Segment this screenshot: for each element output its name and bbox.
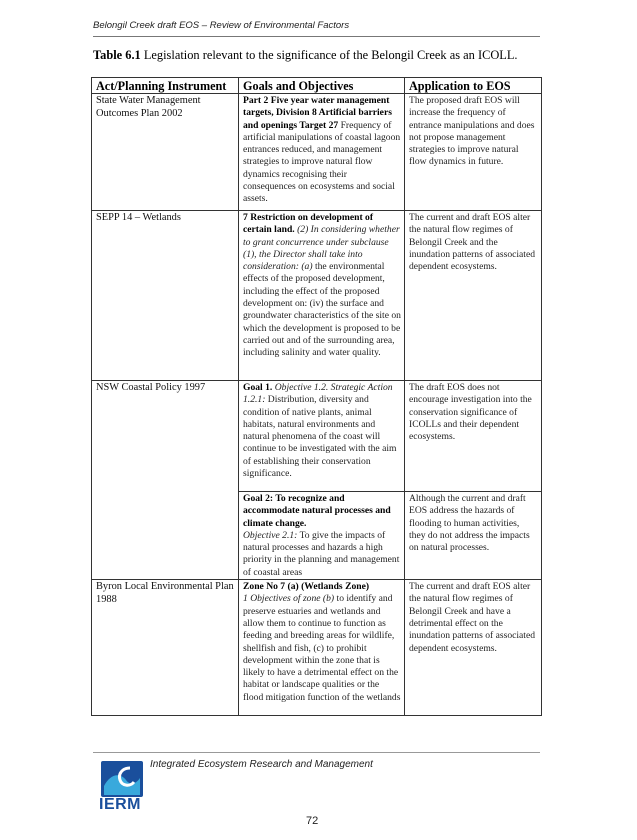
goals-heading: Goal 1. (243, 382, 273, 393)
goals-italic: Objective 2.1: (243, 529, 298, 541)
act-cell: State Water Management Outcomes Plan 2002 (92, 94, 239, 211)
goals-heading: Zone No 7 (a) (Wetlands Zone) (243, 581, 370, 593)
table-caption-text: Legislation relevant to the significance of the Belongil Creek as an ICOLL. (140, 48, 518, 62)
logo-text: IERM (99, 796, 141, 813)
legislation-table (91, 77, 542, 716)
goals-cell (239, 492, 405, 580)
table-row (92, 94, 542, 211)
goals-text: Distribution, diversity and condition of native plants, animal habitats, natural environments and natural phenomena of the coast will continue to be investigated with the aim of establishing their conservation significance. (243, 394, 397, 480)
goals-heading: 7 Restriction on development of certain land. (243, 212, 374, 236)
goals-text: To give the impacts of natural processes and hazards a high priority in the planning and management of coastal areas (243, 529, 400, 578)
goals-italic: Objective 1.2. Strategic Action 1.2.1: (243, 382, 393, 406)
goals-heading: Part 2 Five year water management targets, Division 8 Artificial barriers and openings Target 27 (243, 95, 392, 131)
application-cell: The proposed draft EOS will increase the frequency of entrance manipulations and does not propose management strategies to improve natural flow dynamics in future. (405, 94, 542, 211)
table-caption (93, 48, 553, 63)
organisation-name: Integrated Ecosystem Research and Management (150, 759, 373, 770)
goals-cell (239, 381, 405, 492)
goals-text: to identify and preserve estuaries and wetlands and allow them to continue to function as feeding and breeding areas for wildlife, shellfish and fish, (c) to prohibit development within the zone that is likely to have a detrimental effect on the habitat or landscape qualities or the flood mitigation function of the wetlands (243, 593, 401, 703)
column-header-act: Act/Planning Instrument (92, 78, 239, 94)
goals-cell (239, 94, 405, 211)
act-cell: NSW Coastal Policy 1997 (92, 381, 239, 580)
running-header: Belongil Creek draft EOS – Review of Environmental Factors (93, 20, 350, 31)
application-cell: The draft EOS does not encourage investigation into the conservation significance of ICOLLs and their dependent ecosystems. (405, 381, 542, 492)
table-row (92, 580, 542, 716)
table-header-row (92, 78, 542, 94)
table-caption-label: Table 6.1 (93, 48, 141, 62)
footer-rule (93, 752, 540, 753)
goals-text: Frequency of artificial manipulations of coastal lagoon entrances reduced, and management strategies to improve natural flow dynamics recognising their consequences on ecosystems and social assets. (243, 119, 401, 205)
application-cell: The current and draft EOS alter the natural flow regimes of Belongil Creek and have a detrimental effect on the inundation patterns of associated dependent ecosystems. (405, 580, 542, 716)
table-row (92, 211, 542, 381)
header-rule (93, 36, 540, 37)
goals-italic: (2) In considering whether to grant concurrence under subclause (1), the Director shall take into consideration: (a) (243, 224, 400, 273)
page-number: 72 (306, 815, 319, 827)
act-cell: Byron Local Environmental Plan 1988 (92, 580, 239, 716)
goals-cell (239, 211, 405, 381)
table-row (92, 381, 542, 492)
goals-cell (239, 580, 405, 716)
application-cell: Although the current and draft EOS address the hazards of flooding to human activities, they do not address the impacts on natural processes. (405, 492, 542, 580)
column-header-application: Application to EOS (405, 78, 542, 94)
application-cell: The current and draft EOS alter the natural flow regimes of Belongil Creek and the inundation patterns of associated dependent ecosystems. (405, 211, 542, 381)
goals-italic: 1 Objectives of zone (b) (243, 593, 335, 605)
act-cell: SEPP 14 – Wetlands (92, 211, 239, 381)
goals-text: the environmental effects of the proposed development, including the effect of the proposed development on: (iv) the surface and groundwater characteristics of the site on which the development is proposed to be carried out and of the surrounding area, including salinity and water quality. (243, 261, 401, 359)
goals-heading: Goal 2: To recognize and accommodate natural processes and climate change. (243, 493, 391, 529)
column-header-goals: Goals and Objectives (239, 78, 405, 94)
